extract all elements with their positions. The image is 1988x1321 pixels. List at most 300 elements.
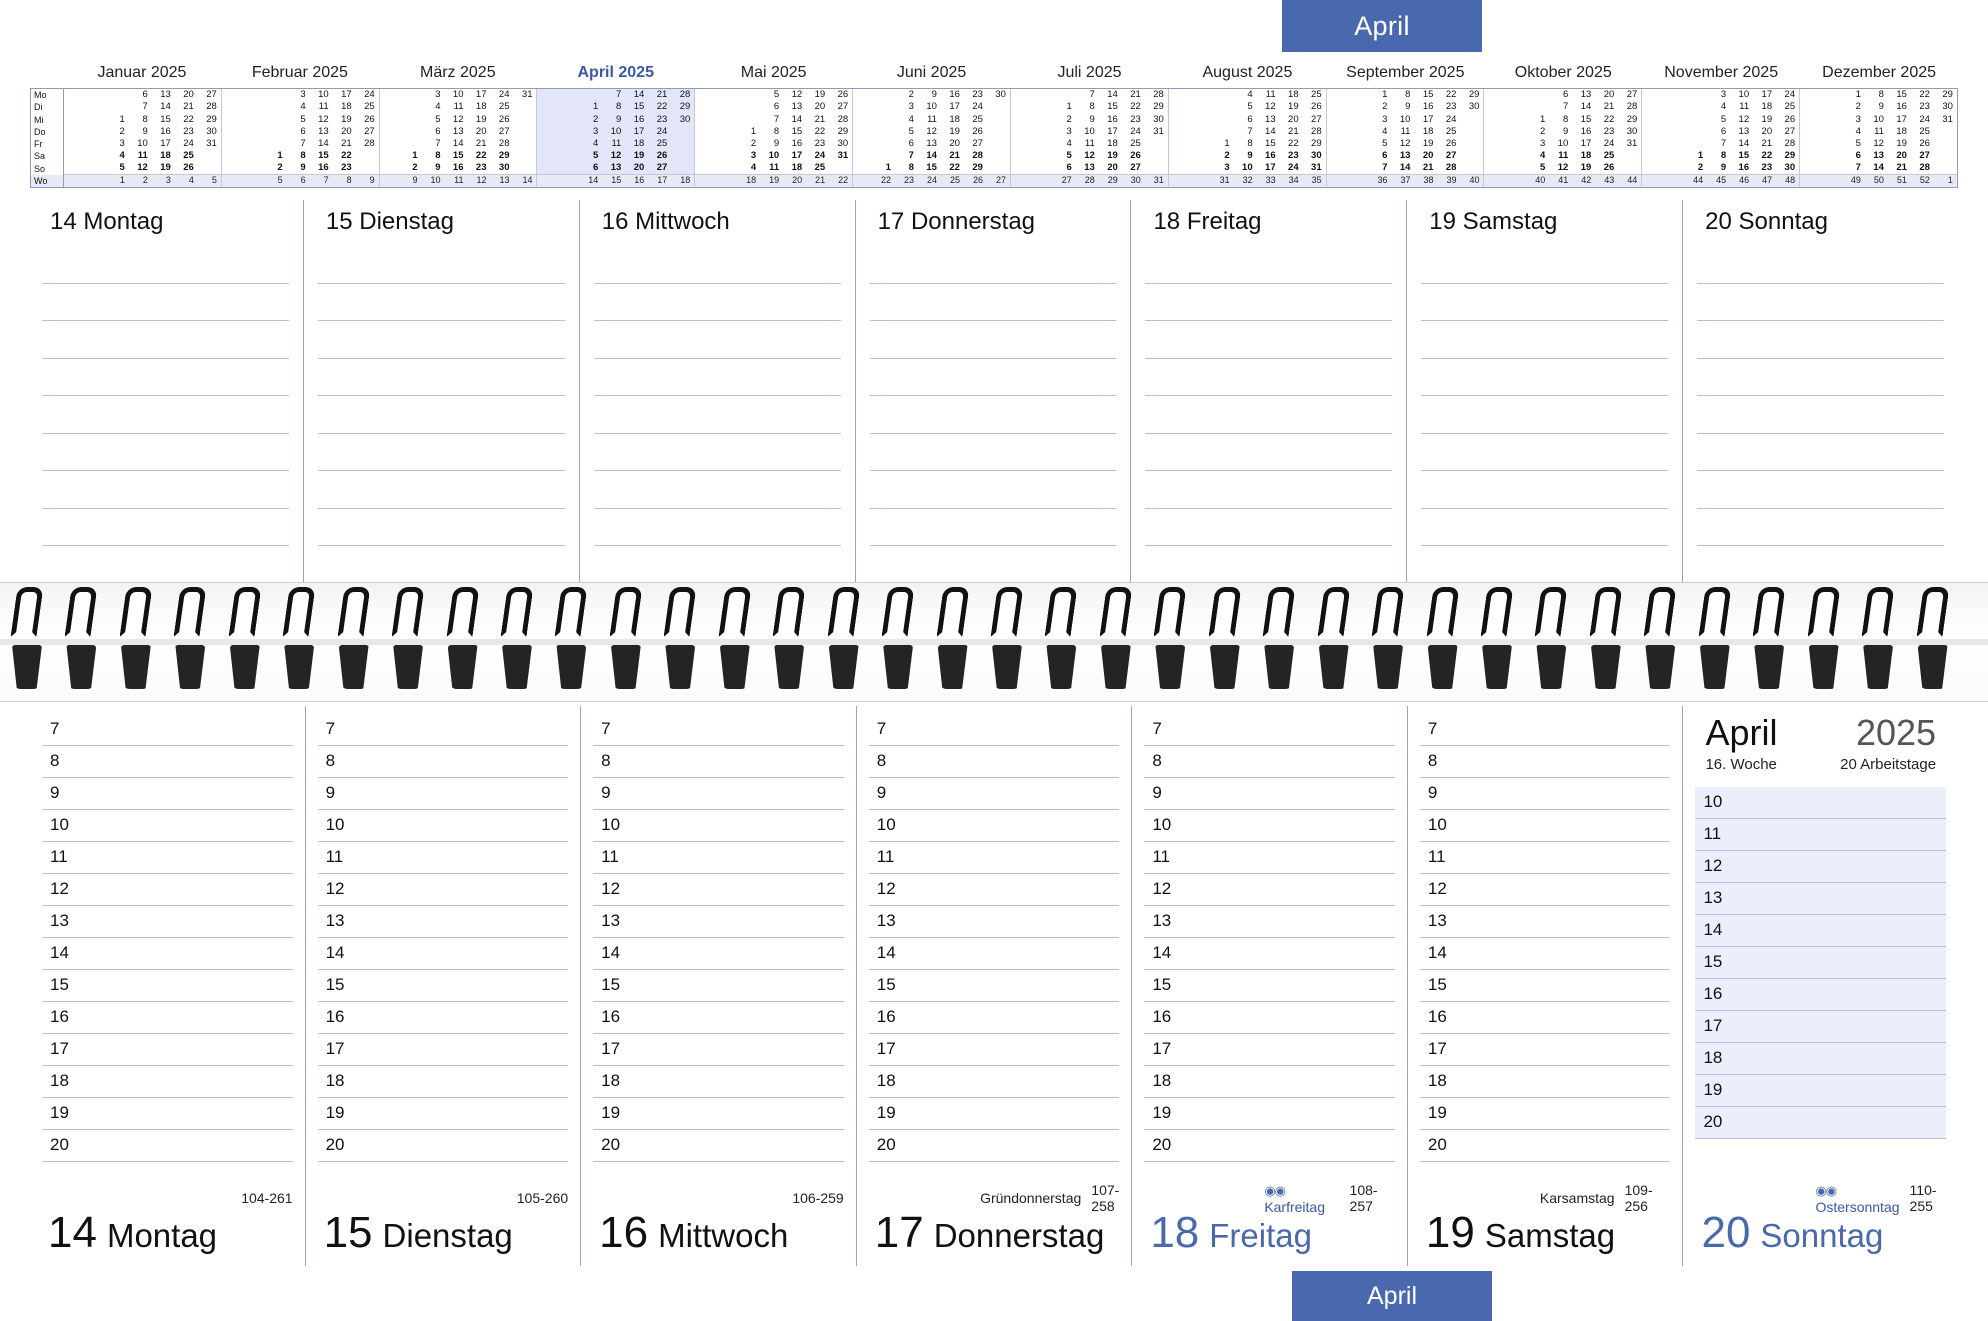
mini-day-cell: 24 bbox=[1784, 89, 1796, 101]
mini-month-row bbox=[1327, 113, 1484, 125]
hour-row-14[interactable]: 14 bbox=[318, 938, 569, 970]
mini-month-row bbox=[695, 101, 852, 113]
mini-month-row bbox=[1642, 125, 1799, 137]
mini-month-row bbox=[1327, 150, 1484, 162]
mini-day-cell: 30 bbox=[995, 89, 1006, 101]
notes-column-friday[interactable] bbox=[1130, 200, 1406, 582]
hour-row-16[interactable]: 16 bbox=[1420, 1002, 1671, 1034]
day-column-freitag[interactable] bbox=[1131, 706, 1407, 1266]
spiral-rail bbox=[0, 639, 1988, 645]
hour-row-9[interactable]: 9 bbox=[318, 778, 569, 810]
mini-month-row bbox=[537, 138, 694, 150]
weekday-labels bbox=[31, 89, 64, 187]
mini-day-cell: 10 bbox=[926, 101, 937, 113]
mini-day-cell: 8 bbox=[1720, 149, 1727, 161]
hour-row-13[interactable]: 13 bbox=[318, 906, 569, 938]
hour-row-18[interactable]: 18 bbox=[318, 1066, 569, 1098]
mini-day-cell: 8 bbox=[616, 101, 622, 113]
day-name: Sonntag bbox=[1760, 1217, 1884, 1254]
hour-row-7[interactable]: 7 bbox=[42, 714, 293, 746]
hour-row-12[interactable]: 12 bbox=[318, 874, 569, 906]
hour-row-18[interactable]: 18 bbox=[1420, 1066, 1671, 1098]
mini-day-cell: 22 bbox=[1288, 137, 1299, 149]
mini-day-cell: 22 bbox=[1445, 89, 1457, 101]
hour-rows[interactable] bbox=[318, 706, 569, 1162]
hour-row-12[interactable]: 12 bbox=[869, 874, 1120, 906]
spiral-coil bbox=[228, 587, 261, 637]
month-header: Oktober 2025 bbox=[1514, 64, 1612, 81]
spiral-coil-lower bbox=[611, 645, 641, 689]
mini-month-4[interactable] bbox=[537, 89, 695, 187]
mini-day-cell: 27 bbox=[1784, 125, 1796, 137]
hour-row-20[interactable]: 20 bbox=[1695, 1107, 1946, 1139]
mini-day-cell: 10 bbox=[1399, 113, 1411, 125]
mini-month-weeknumbers bbox=[1327, 174, 1484, 187]
hour-row-11[interactable]: 11 bbox=[1420, 842, 1671, 874]
mini-day-cell: 4 bbox=[908, 113, 914, 125]
hour-row-8[interactable]: 8 bbox=[593, 746, 844, 778]
hour-row-20[interactable]: 20 bbox=[593, 1130, 844, 1162]
mini-day-cell: 17 bbox=[160, 137, 171, 149]
hour-row-16[interactable]: 16 bbox=[1144, 1002, 1395, 1034]
mini-day-cell: 5 bbox=[1382, 137, 1388, 149]
hour-row-17[interactable]: 17 bbox=[593, 1034, 844, 1066]
hour-row-13[interactable]: 13 bbox=[1420, 906, 1671, 938]
hour-row-13[interactable]: 13 bbox=[1695, 883, 1946, 915]
spiral-coil bbox=[1208, 587, 1241, 637]
hour-row-11[interactable]: 11 bbox=[42, 842, 293, 874]
mini-day-cell: 14 bbox=[1580, 101, 1592, 113]
year-overview-grid bbox=[30, 88, 1958, 188]
mini-day-cell: 16 bbox=[1738, 162, 1750, 174]
mini-day-cell: 27 bbox=[656, 162, 668, 174]
mini-month-row bbox=[1011, 138, 1168, 150]
hour-row-15[interactable]: 15 bbox=[42, 970, 293, 1002]
mini-day-cell: 30 bbox=[1311, 149, 1322, 161]
hour-row-20[interactable]: 20 bbox=[42, 1130, 293, 1162]
mini-month-row bbox=[695, 125, 852, 137]
mini-day-cell: 12 bbox=[1265, 101, 1276, 113]
mini-day-cell: 1 bbox=[1066, 101, 1072, 113]
mini-day-cell: 5 bbox=[1539, 162, 1546, 174]
mini-day-cell: 29 bbox=[972, 162, 983, 174]
week-number: 13 bbox=[499, 175, 510, 186]
mini-month-row bbox=[1327, 101, 1484, 113]
mini-day-cell: 11 bbox=[1084, 137, 1095, 149]
mini-day-cell: 4 bbox=[1539, 149, 1546, 161]
spiral-coil bbox=[1154, 587, 1187, 637]
hour-row-17[interactable]: 17 bbox=[869, 1034, 1120, 1066]
spiral-coil bbox=[283, 587, 316, 637]
mini-day-cell: 15 bbox=[633, 101, 645, 113]
mini-day-cell: 21 bbox=[341, 137, 352, 149]
hour-row-11[interactable]: 11 bbox=[1695, 819, 1946, 851]
hour-row-10[interactable]: 10 bbox=[593, 810, 844, 842]
mini-day-cell: 20 bbox=[1107, 162, 1118, 174]
notes-lines[interactable] bbox=[870, 246, 1117, 546]
hour-row-18[interactable]: 18 bbox=[593, 1066, 844, 1098]
mini-month-row bbox=[64, 113, 221, 125]
hour-row-8[interactable]: 8 bbox=[42, 746, 293, 778]
holiday-text: Karsamstag bbox=[1539, 1190, 1615, 1206]
mini-day-cell: 9 bbox=[931, 89, 937, 101]
mini-day-cell: 26 bbox=[1445, 137, 1457, 149]
mini-month-2[interactable] bbox=[222, 89, 380, 187]
hour-row-19[interactable]: 19 bbox=[42, 1098, 293, 1130]
hour-row-16[interactable]: 16 bbox=[42, 1002, 293, 1034]
hour-row-10[interactable]: 10 bbox=[1420, 810, 1671, 842]
mini-day-cell: 19 bbox=[814, 89, 826, 101]
mini-day-cell: 7 bbox=[142, 101, 148, 113]
weekday-label: Do bbox=[34, 126, 46, 137]
daycount-label: 109-256 bbox=[1624, 1182, 1653, 1214]
hour-row-17[interactable]: 17 bbox=[1144, 1034, 1395, 1066]
mini-day-cell: 25 bbox=[814, 162, 826, 174]
mini-day-cell: 25 bbox=[1311, 89, 1322, 101]
mini-day-cell: 4 bbox=[119, 149, 125, 161]
day-column-dienstag[interactable] bbox=[305, 706, 581, 1266]
mini-month-5[interactable] bbox=[695, 89, 853, 187]
mini-day-cell: 17 bbox=[1896, 113, 1907, 125]
mini-month-row bbox=[1484, 138, 1641, 150]
mini-day-cell: 11 bbox=[1739, 101, 1750, 113]
hour-row-9[interactable]: 9 bbox=[1420, 778, 1671, 810]
notes-lines[interactable] bbox=[1145, 246, 1392, 546]
day-name: Montag bbox=[106, 1217, 218, 1254]
spiral-coil-lower bbox=[829, 645, 859, 689]
hour-rows[interactable] bbox=[42, 706, 293, 1162]
week-number: 43 bbox=[1604, 175, 1615, 186]
mini-day-cell: 23 bbox=[972, 89, 983, 101]
hour-row-14[interactable]: 14 bbox=[869, 938, 1120, 970]
spiral-coil-lower bbox=[1373, 645, 1403, 689]
hour-row-18[interactable]: 18 bbox=[1144, 1066, 1395, 1098]
week-number: 3 bbox=[165, 175, 171, 186]
hour-row-20[interactable]: 20 bbox=[869, 1130, 1120, 1162]
hour-row-13[interactable]: 13 bbox=[593, 906, 844, 938]
mini-day-cell: 8 bbox=[1247, 137, 1253, 149]
spiral-coil-lower bbox=[1863, 645, 1893, 689]
mini-day-cell: 7 bbox=[435, 137, 441, 149]
mini-day-cell: 9 bbox=[300, 162, 306, 174]
hour-rows[interactable] bbox=[869, 706, 1120, 1162]
hour-row-13[interactable]: 13 bbox=[42, 906, 293, 938]
mini-day-cell: 8 bbox=[908, 162, 914, 174]
hour-row-8[interactable]: 8 bbox=[1144, 746, 1395, 778]
hour-row-16[interactable]: 16 bbox=[1695, 979, 1946, 1011]
day-column-donnerstag[interactable] bbox=[856, 706, 1132, 1266]
mini-month-9[interactable] bbox=[1327, 89, 1485, 187]
month-header: Juni 2025 bbox=[896, 64, 967, 81]
mini-day-cell: 4 bbox=[300, 101, 306, 113]
mini-day-cell: 28 bbox=[498, 137, 510, 149]
mini-day-cell: 27 bbox=[1919, 149, 1930, 161]
day-column-montag[interactable] bbox=[30, 706, 305, 1266]
hour-row-19[interactable]: 19 bbox=[593, 1098, 844, 1130]
day-column-mittwoch[interactable] bbox=[580, 706, 856, 1266]
mini-month-12[interactable] bbox=[1800, 89, 1957, 187]
mini-day-cell: 14 bbox=[1265, 125, 1276, 137]
spiral-coil bbox=[609, 587, 642, 637]
mini-month-1[interactable] bbox=[64, 89, 222, 187]
mini-day-cell: 22 bbox=[949, 162, 960, 174]
hour-row-16[interactable]: 16 bbox=[593, 1002, 844, 1034]
mini-day-cell: 19 bbox=[1580, 162, 1592, 174]
hour-row-20[interactable]: 20 bbox=[1144, 1130, 1395, 1162]
hour-row-12[interactable]: 12 bbox=[1695, 851, 1946, 883]
hour-row-12[interactable]: 12 bbox=[1420, 874, 1671, 906]
mini-day-cell: 17 bbox=[791, 149, 803, 161]
hour-row-17[interactable]: 17 bbox=[1420, 1034, 1671, 1066]
mini-day-cell: 9 bbox=[773, 137, 780, 149]
hour-row-14[interactable]: 14 bbox=[1420, 938, 1671, 970]
mini-month-10[interactable] bbox=[1484, 89, 1642, 187]
hour-row-15[interactable]: 15 bbox=[1695, 947, 1946, 979]
week-number: 50 bbox=[1873, 175, 1884, 186]
hour-row-18[interactable]: 18 bbox=[869, 1066, 1120, 1098]
hour-row-14[interactable]: 14 bbox=[593, 938, 844, 970]
mini-day-cell: 16 bbox=[633, 113, 645, 125]
mini-day-cell: 21 bbox=[949, 149, 960, 161]
hour-row-10[interactable]: 10 bbox=[1144, 810, 1395, 842]
mini-day-cell: 17 bbox=[633, 125, 645, 137]
hour-row-14[interactable]: 14 bbox=[1695, 915, 1946, 947]
mini-day-cell: 22 bbox=[1130, 101, 1141, 113]
week-number: 6 bbox=[300, 175, 306, 186]
day-footer-name bbox=[318, 1208, 569, 1258]
spiral-coil-lower bbox=[992, 645, 1022, 689]
week-number: 4 bbox=[188, 175, 194, 186]
hour-row-15[interactable]: 15 bbox=[318, 970, 569, 1002]
hour-row-11[interactable]: 11 bbox=[593, 842, 844, 874]
mini-day-cell: 26 bbox=[1603, 162, 1615, 174]
day-name: Freitag bbox=[1209, 1217, 1312, 1254]
mini-month-7[interactable] bbox=[1011, 89, 1169, 187]
mini-day-cell: 29 bbox=[206, 113, 217, 125]
mini-day-cell: 31 bbox=[206, 137, 217, 149]
hour-row-19[interactable]: 19 bbox=[1420, 1098, 1671, 1130]
day-footer bbox=[318, 1188, 569, 1258]
hour-row-14[interactable]: 14 bbox=[1144, 938, 1395, 970]
day-name: Samstag bbox=[1484, 1217, 1616, 1254]
hour-row-15[interactable]: 15 bbox=[1420, 970, 1671, 1002]
mini-day-cell: 17 bbox=[1422, 113, 1434, 125]
mini-month-row bbox=[853, 150, 1010, 162]
mini-day-cell: 23 bbox=[1919, 101, 1930, 113]
hour-row-19[interactable]: 19 bbox=[1695, 1075, 1946, 1107]
day-name: Dienstag bbox=[382, 1217, 513, 1254]
hour-row-7[interactable]: 7 bbox=[593, 714, 844, 746]
hour-row-16[interactable]: 16 bbox=[869, 1002, 1120, 1034]
hour-row-20[interactable]: 20 bbox=[1420, 1130, 1671, 1162]
mini-day-cell: 8 bbox=[300, 149, 306, 161]
hour-row-18[interactable]: 18 bbox=[42, 1066, 293, 1098]
mini-month-11[interactable] bbox=[1642, 89, 1800, 187]
mini-month-8[interactable] bbox=[1169, 89, 1327, 187]
day-column-sonntag[interactable] bbox=[1682, 706, 1958, 1266]
mini-day-cell: 16 bbox=[1265, 149, 1276, 161]
hour-row-12[interactable]: 12 bbox=[593, 874, 844, 906]
mini-day-cell: 24 bbox=[1288, 162, 1299, 174]
hour-row-8[interactable]: 8 bbox=[1420, 746, 1671, 778]
mini-day-cell: 15 bbox=[1896, 89, 1907, 101]
week-number: 10 bbox=[430, 175, 441, 186]
hour-row-10[interactable]: 10 bbox=[869, 810, 1120, 842]
hour-row-19[interactable]: 19 bbox=[1144, 1098, 1395, 1130]
hour-row-15[interactable]: 15 bbox=[1144, 970, 1395, 1002]
mini-day-cell: 12 bbox=[318, 113, 329, 125]
summary-month: April bbox=[1705, 712, 1778, 753]
day-footer bbox=[1420, 1182, 1671, 1258]
spiral-coil bbox=[1480, 587, 1513, 637]
hour-row-13[interactable]: 13 bbox=[869, 906, 1120, 938]
mini-month-row bbox=[222, 125, 379, 137]
mini-day-cell: 29 bbox=[1784, 149, 1796, 161]
hour-row-7[interactable]: 7 bbox=[869, 714, 1120, 746]
notes-column-sunday[interactable] bbox=[1682, 200, 1958, 582]
hour-row-15[interactable]: 15 bbox=[869, 970, 1120, 1002]
hour-row-8[interactable]: 8 bbox=[869, 746, 1120, 778]
mini-month-row bbox=[1642, 101, 1799, 113]
day-footer-meta bbox=[42, 1188, 293, 1208]
hour-row-14[interactable]: 14 bbox=[42, 938, 293, 970]
spiral-coil bbox=[119, 587, 152, 637]
mini-month-6[interactable] bbox=[853, 89, 1011, 187]
notes-column-monday[interactable] bbox=[30, 200, 303, 582]
hour-row-17[interactable]: 17 bbox=[1695, 1011, 1946, 1043]
hour-row-11[interactable]: 11 bbox=[869, 842, 1120, 874]
mini-month-row bbox=[853, 162, 1010, 174]
mini-day-cell: 29 bbox=[837, 125, 849, 137]
hour-rows[interactable] bbox=[1420, 706, 1671, 1162]
hour-row-19[interactable]: 19 bbox=[318, 1098, 569, 1130]
notes-lines[interactable] bbox=[1421, 246, 1668, 546]
hour-row-9[interactable]: 9 bbox=[1144, 778, 1395, 810]
week-number: 31 bbox=[1153, 175, 1164, 186]
day-number: 14 bbox=[48, 1208, 97, 1257]
spiral-coil-lower bbox=[1918, 645, 1948, 689]
mini-day-cell: 13 bbox=[1265, 113, 1276, 125]
notes-column-wednesday[interactable] bbox=[579, 200, 855, 582]
mini-day-cell: 6 bbox=[1720, 125, 1727, 137]
hour-row-7[interactable]: 7 bbox=[1144, 714, 1395, 746]
mini-day-cell: 17 bbox=[1761, 89, 1773, 101]
mini-day-cell: 6 bbox=[1247, 113, 1253, 125]
hour-row-13[interactable]: 13 bbox=[1144, 906, 1395, 938]
mini-month-row bbox=[1169, 125, 1326, 137]
hour-row-10[interactable]: 10 bbox=[42, 810, 293, 842]
mini-day-cell: 3 bbox=[750, 149, 757, 161]
mini-day-cell: 12 bbox=[926, 125, 937, 137]
mini-month-row bbox=[1011, 101, 1168, 113]
mini-day-cell: 28 bbox=[837, 113, 849, 125]
hour-row-8[interactable]: 8 bbox=[318, 746, 569, 778]
mini-day-cell: 2 bbox=[119, 125, 125, 137]
hour-row-17[interactable]: 17 bbox=[318, 1034, 569, 1066]
mini-day-cell: 19 bbox=[1288, 101, 1299, 113]
notes-column-tuesday[interactable] bbox=[303, 200, 579, 582]
hour-row-9[interactable]: 9 bbox=[42, 778, 293, 810]
notes-lines[interactable] bbox=[318, 246, 565, 546]
mini-day-cell: 25 bbox=[183, 149, 194, 161]
mini-day-cell: 23 bbox=[341, 162, 352, 174]
mini-day-cell: 12 bbox=[137, 162, 148, 174]
mini-day-cell: 28 bbox=[1919, 162, 1930, 174]
hour-row-15[interactable]: 15 bbox=[593, 970, 844, 1002]
mini-month-row bbox=[1800, 138, 1957, 150]
hour-row-17[interactable]: 17 bbox=[42, 1034, 293, 1066]
mini-month-row bbox=[1011, 150, 1168, 162]
hour-row-10[interactable]: 10 bbox=[318, 810, 569, 842]
mini-month-row bbox=[1800, 89, 1957, 101]
hour-row-11[interactable]: 11 bbox=[318, 842, 569, 874]
mini-month-row bbox=[695, 150, 852, 162]
mini-day-cell: 20 bbox=[341, 125, 352, 137]
day-column-samstag[interactable] bbox=[1407, 706, 1683, 1266]
mini-day-cell: 14 bbox=[160, 101, 171, 113]
day-footer-name bbox=[1420, 1208, 1671, 1258]
hour-row-16[interactable]: 16 bbox=[318, 1002, 569, 1034]
hour-row-9[interactable]: 9 bbox=[869, 778, 1120, 810]
hour-row-9[interactable]: 9 bbox=[593, 778, 844, 810]
hour-rows[interactable] bbox=[1695, 779, 1946, 1139]
mini-month-row bbox=[1327, 89, 1484, 101]
mini-month-row bbox=[64, 101, 221, 113]
notes-lines[interactable] bbox=[1697, 246, 1944, 546]
notes-lines[interactable] bbox=[594, 246, 841, 546]
mini-day-cell: 27 bbox=[837, 101, 849, 113]
mini-month-row bbox=[1800, 150, 1957, 162]
mini-day-cell: 16 bbox=[1896, 101, 1907, 113]
mini-month-row bbox=[1642, 138, 1799, 150]
hour-row-11[interactable]: 11 bbox=[1144, 842, 1395, 874]
mini-day-cell: 10 bbox=[768, 149, 780, 161]
mini-day-cell: 25 bbox=[364, 101, 375, 113]
hour-row-12[interactable]: 12 bbox=[1144, 874, 1395, 906]
mini-month-3[interactable] bbox=[380, 89, 538, 187]
mini-day-cell: 9 bbox=[1089, 113, 1095, 125]
mini-day-cell: 13 bbox=[1580, 89, 1592, 101]
hour-rows[interactable] bbox=[593, 706, 844, 1162]
mini-day-cell: 13 bbox=[160, 89, 171, 101]
spiral-coil bbox=[446, 587, 479, 637]
week-number: 22 bbox=[880, 175, 891, 186]
notes-column-saturday[interactable] bbox=[1406, 200, 1682, 582]
mini-day-cell: 31 bbox=[1311, 162, 1322, 174]
mini-month-row bbox=[64, 89, 221, 101]
month-header: Januar 2025 bbox=[97, 64, 187, 81]
mini-day-cell: 13 bbox=[318, 125, 329, 137]
week-number: 20 bbox=[792, 175, 803, 186]
week-number: 2 bbox=[142, 175, 148, 186]
hour-row-12[interactable]: 12 bbox=[42, 874, 293, 906]
mini-day-cell: 26 bbox=[498, 113, 510, 125]
hour-row-20[interactable]: 20 bbox=[318, 1130, 569, 1162]
hour-row-7[interactable]: 7 bbox=[318, 714, 569, 746]
notes-column-thursday[interactable] bbox=[855, 200, 1131, 582]
mini-month-row bbox=[222, 150, 379, 162]
hour-row-18[interactable]: 18 bbox=[1695, 1043, 1946, 1075]
hour-rows[interactable] bbox=[1144, 706, 1395, 1162]
mini-day-cell: 31 bbox=[1942, 113, 1953, 125]
hour-row-19[interactable]: 19 bbox=[869, 1098, 1120, 1130]
week-number: 18 bbox=[680, 175, 691, 186]
notes-lines[interactable] bbox=[42, 246, 289, 546]
spiral-coil-lower bbox=[1700, 645, 1730, 689]
daycount-label: 108-257 bbox=[1349, 1182, 1378, 1214]
hour-row-7[interactable]: 7 bbox=[1420, 714, 1671, 746]
hour-row-10[interactable]: 10 bbox=[1695, 787, 1946, 819]
